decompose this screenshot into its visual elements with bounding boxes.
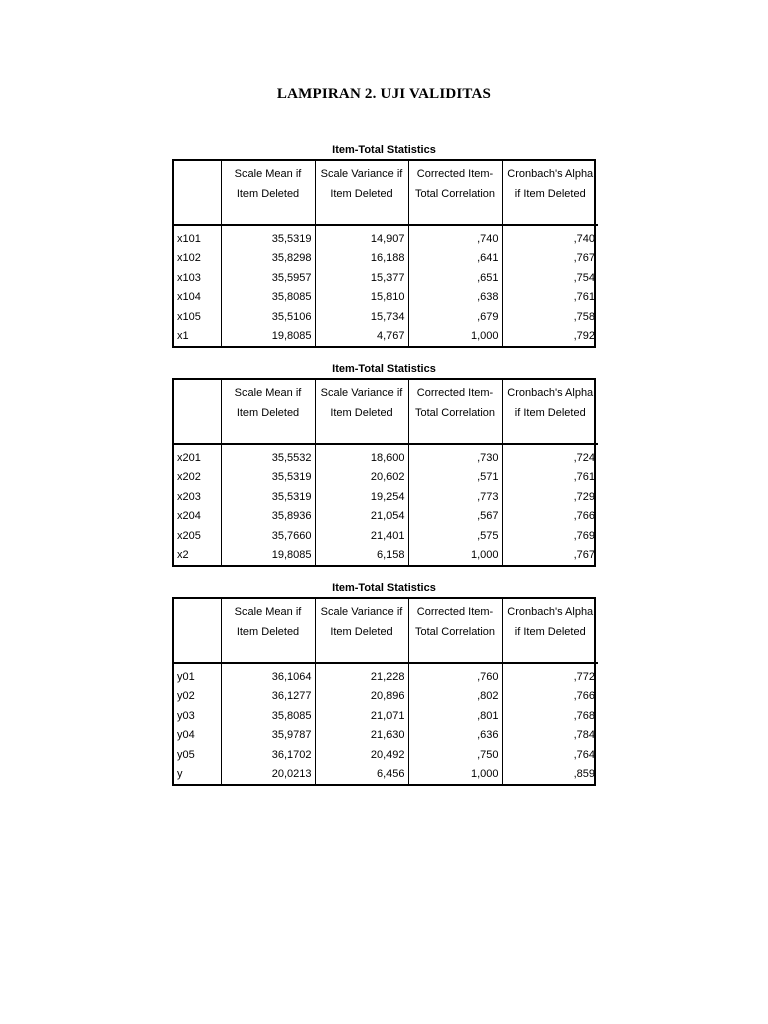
header-scale-mean: Scale Mean if Item Deleted: [221, 380, 315, 444]
cell-scale-variance: 20,896: [315, 687, 408, 707]
table-row: [174, 487, 598, 507]
row-label: y01: [177, 670, 195, 683]
header-row: [174, 380, 598, 444]
cell-cronbach-alpha: ,784: [502, 726, 598, 746]
cell-scale-variance: 14,907: [315, 225, 408, 249]
row-label: x2: [177, 549, 189, 562]
cell-corrected-correlation: ,740: [408, 225, 502, 249]
header-scale-variance: Scale Variance if Item Deleted: [315, 599, 408, 663]
row-label: x102: [177, 252, 201, 265]
cell-cronbach-alpha: ,754: [502, 268, 598, 288]
header-scale-variance: Scale Variance if Item Deleted: [315, 161, 408, 225]
cell-scale-mean: 35,8085: [221, 706, 315, 726]
cell-corrected-correlation: ,651: [408, 268, 502, 288]
table-row: [174, 526, 598, 546]
cell-corrected-correlation: ,750: [408, 745, 502, 765]
row-label: y02: [177, 690, 195, 703]
cell-cronbach-alpha: ,761: [502, 288, 598, 308]
cell-cronbach-alpha: ,767: [502, 546, 598, 566]
statistics-table: [174, 599, 598, 784]
cell-scale-variance: 21,071: [315, 706, 408, 726]
cell-corrected-correlation: 1,000: [408, 765, 502, 785]
header-cell-empty: [174, 599, 221, 663]
cell-corrected-correlation: ,760: [408, 663, 502, 687]
table-frame: [172, 378, 596, 567]
cell-scale-variance: 15,377: [315, 268, 408, 288]
cell-cronbach-alpha: ,766: [502, 687, 598, 707]
cell-cronbach-alpha: ,792: [502, 327, 598, 347]
row-label: y: [177, 768, 183, 781]
table-row: [174, 706, 598, 726]
cell-scale-variance: 19,254: [315, 487, 408, 507]
header-row: [174, 599, 598, 663]
table-row: [174, 249, 598, 269]
cell-scale-mean: 19,8085: [221, 546, 315, 566]
row-label: y05: [177, 748, 195, 761]
table-row: [174, 507, 598, 527]
cell-scale-mean: 35,7660: [221, 526, 315, 546]
table-row: [174, 687, 598, 707]
row-label: y03: [177, 709, 195, 722]
header-corrected-correlation: Corrected Item-Total Correlation: [408, 599, 502, 663]
cell-corrected-correlation: ,636: [408, 726, 502, 746]
cell-scale-mean: 36,1064: [221, 663, 315, 687]
cell-cronbach-alpha: ,772: [502, 663, 598, 687]
header-scale-mean: Scale Mean if Item Deleted: [221, 161, 315, 225]
table-row: [174, 663, 598, 687]
header-cronbach-alpha: Cronbach's Alpha if Item Deleted: [502, 380, 598, 444]
cell-corrected-correlation: ,571: [408, 468, 502, 488]
table-row: [174, 468, 598, 488]
row-label: x1: [177, 330, 189, 343]
table-frame: [172, 159, 596, 348]
cell-scale-variance: 21,401: [315, 526, 408, 546]
item-total-statistics-x1: [172, 143, 596, 348]
table-row: [174, 726, 598, 746]
cell-scale-mean: 35,5957: [221, 268, 315, 288]
cell-cronbach-alpha: ,766: [502, 507, 598, 527]
table-title: Item-Total Statistics: [332, 582, 436, 594]
cell-scale-variance: 18,600: [315, 444, 408, 468]
table-row: [174, 268, 598, 288]
cell-scale-mean: 36,1702: [221, 745, 315, 765]
cell-corrected-correlation: 1,000: [408, 546, 502, 566]
cell-corrected-correlation: ,730: [408, 444, 502, 468]
row-label: x203: [177, 490, 201, 503]
table-title: Item-Total Statistics: [332, 144, 436, 156]
statistics-table: [174, 380, 598, 565]
cell-corrected-correlation: ,773: [408, 487, 502, 507]
table-row: [174, 307, 598, 327]
cell-cronbach-alpha: ,769: [502, 526, 598, 546]
cell-scale-variance: 6,158: [315, 546, 408, 566]
table-row: [174, 546, 598, 566]
table-row: [174, 444, 598, 468]
cell-corrected-correlation: ,801: [408, 706, 502, 726]
cell-scale-variance: 21,228: [315, 663, 408, 687]
cell-cronbach-alpha: ,729: [502, 487, 598, 507]
document-title: LAMPIRAN 2. UJI VALIDITAS: [276, 86, 492, 102]
cell-scale-variance: 16,188: [315, 249, 408, 269]
row-label: x201: [177, 451, 201, 464]
cell-scale-mean: 35,8085: [221, 288, 315, 308]
header-row: [174, 161, 598, 225]
header-cell-empty: [174, 380, 221, 444]
cell-scale-variance: 20,492: [315, 745, 408, 765]
header-cronbach-alpha: Cronbach's Alpha if Item Deleted: [502, 161, 598, 225]
cell-cronbach-alpha: ,764: [502, 745, 598, 765]
cell-scale-mean: 35,8936: [221, 507, 315, 527]
cell-cronbach-alpha: ,761: [502, 468, 598, 488]
row-label: x103: [177, 271, 201, 284]
cell-corrected-correlation: ,679: [408, 307, 502, 327]
cell-scale-mean: 36,1277: [221, 687, 315, 707]
cell-scale-mean: 35,8298: [221, 249, 315, 269]
row-label: x202: [177, 471, 201, 484]
cell-cronbach-alpha: ,724: [502, 444, 598, 468]
cell-scale-variance: 4,767: [315, 327, 408, 347]
cell-scale-variance: 15,734: [315, 307, 408, 327]
cell-scale-mean: 35,5106: [221, 307, 315, 327]
header-scale-mean: Scale Mean if Item Deleted: [221, 599, 315, 663]
cell-scale-variance: 6,456: [315, 765, 408, 785]
cell-scale-mean: 35,9787: [221, 726, 315, 746]
header-cronbach-alpha: Cronbach's Alpha if Item Deleted: [502, 599, 598, 663]
cell-scale-mean: 19,8085: [221, 327, 315, 347]
item-total-statistics-y: [172, 581, 596, 786]
table-title: Item-Total Statistics: [332, 363, 436, 375]
cell-corrected-correlation: ,641: [408, 249, 502, 269]
table-row: [174, 765, 598, 785]
cell-scale-variance: 21,054: [315, 507, 408, 527]
cell-cronbach-alpha: ,859: [502, 765, 598, 785]
header-cell-empty: [174, 161, 221, 225]
row-label: x204: [177, 510, 201, 523]
cell-scale-mean: 35,5532: [221, 444, 315, 468]
header-corrected-correlation: Corrected Item-Total Correlation: [408, 380, 502, 444]
cell-cronbach-alpha: ,768: [502, 706, 598, 726]
table-row: [174, 327, 598, 347]
cell-cronbach-alpha: ,740: [502, 225, 598, 249]
table-frame: [172, 597, 596, 786]
cell-scale-variance: 20,602: [315, 468, 408, 488]
item-total-statistics-x2: [172, 362, 596, 567]
cell-scale-variance: 21,630: [315, 726, 408, 746]
cell-scale-mean: 35,5319: [221, 487, 315, 507]
cell-scale-mean: 35,5319: [221, 468, 315, 488]
row-label: x101: [177, 232, 201, 245]
cell-corrected-correlation: ,638: [408, 288, 502, 308]
table-row: [174, 745, 598, 765]
header-corrected-correlation: Corrected Item-Total Correlation: [408, 161, 502, 225]
header-scale-variance: Scale Variance if Item Deleted: [315, 380, 408, 444]
cell-corrected-correlation: ,802: [408, 687, 502, 707]
cell-cronbach-alpha: ,758: [502, 307, 598, 327]
cell-scale-variance: 15,810: [315, 288, 408, 308]
cell-corrected-correlation: 1,000: [408, 327, 502, 347]
cell-corrected-correlation: ,575: [408, 526, 502, 546]
row-label: x104: [177, 291, 201, 304]
cell-scale-mean: 20,0213: [221, 765, 315, 785]
row-label: y04: [177, 729, 195, 742]
row-label: x205: [177, 529, 201, 542]
row-label: x105: [177, 310, 201, 323]
table-row: [174, 225, 598, 249]
cell-corrected-correlation: ,567: [408, 507, 502, 527]
statistics-table: [174, 161, 598, 346]
cell-scale-mean: 35,5319: [221, 225, 315, 249]
cell-cronbach-alpha: ,767: [502, 249, 598, 269]
table-row: [174, 288, 598, 308]
